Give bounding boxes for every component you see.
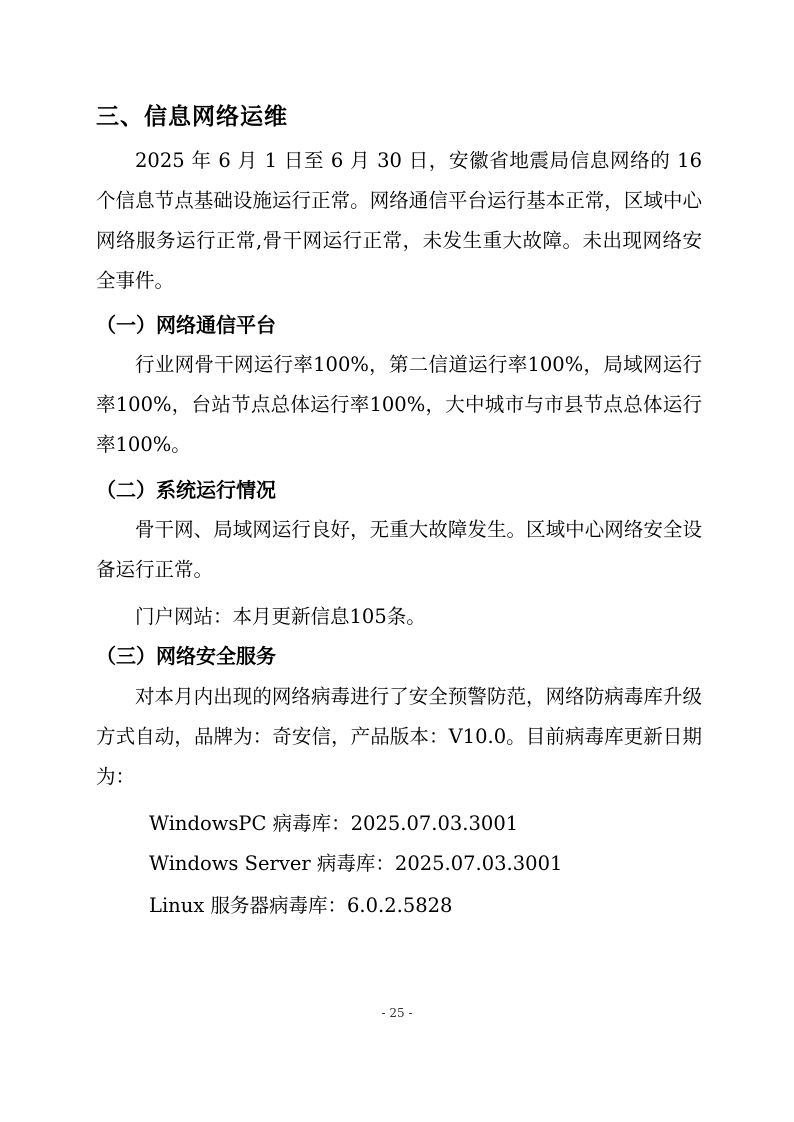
virus-db-windowspc: WindowsPC 病毒库：2025.07.03.3001 <box>149 812 519 835</box>
section-heading: 三、信息网络运维 <box>96 104 288 130</box>
network-platform-paragraph: 行业网骨干网运行率100%，第二信道运行率100%，局域网运行率100%，台站节点总体运行率100%，大中城市与市县节点总体运行率100%。 <box>96 353 702 456</box>
portal-update-paragraph: 门户网站：本月更新信息105条。 <box>135 605 426 628</box>
subsection-heading-system-operation: （二）系统运行情况 <box>96 478 276 502</box>
security-service-paragraph: 对本月内出现的网络病毒进行了安全预警防范，网络防病毒库升级方式自动，品牌为：奇安信，产品版本：V10.0。目前病毒库更新日期为： <box>96 685 702 788</box>
virus-db-windows-server: Windows Server 病毒库：2025.07.03.3001 <box>149 852 563 875</box>
subsection-heading-network-platform: （一）网络通信平台 <box>96 313 276 337</box>
page-number: - 25 - <box>381 1006 413 1020</box>
system-operation-paragraph: 骨干网、局域网运行良好，无重大故障发生。区域中心网络安全设备运行正常。 <box>96 518 702 581</box>
intro-paragraph: 2025 年 6 月 1 日至 6 月 30 日，安徽省地震局信息网络的 16 个信息节点基础设施运行正常。网络通信平台运行基本正常，区域中心网络服务运行正常,骨干网运行正常，未发生重大故障。未出现网络安全事件。 <box>96 149 702 292</box>
virus-db-linux: Linux 服务器病毒库：6.0.2.5828 <box>149 894 453 917</box>
subsection-heading-security-service: （三）网络安全服务 <box>96 644 276 668</box>
